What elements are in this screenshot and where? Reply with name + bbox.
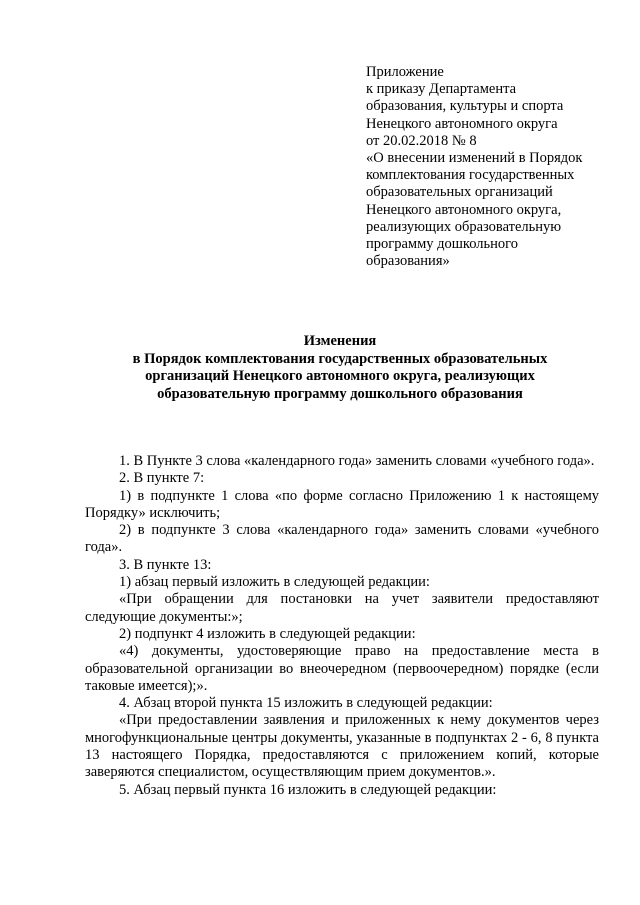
attachment-line: образования»	[366, 253, 450, 270]
paragraph: 1. В Пункте 3 слова «календарного года» заменить словами «учебного года».	[119, 453, 595, 469]
document-body	[85, 453, 599, 799]
attachment-header	[366, 64, 621, 270]
attachment-line: реализующих образовательную	[366, 218, 562, 235]
attachment-line: программу дошкольного	[366, 236, 518, 253]
paragraph: 4. Абзац второй пункта 15 изложить в следующей редакции:	[119, 695, 493, 712]
paragraph: 1) в подпункте 1 слова «по форме согласно Приложению 1 к настоящему Порядку» исключить;	[85, 487, 599, 521]
attachment-line: от 20.02.2018 № 8	[366, 132, 477, 149]
attachment-line: Ненецкого автономного округа	[366, 115, 558, 132]
paragraph: 3. В пункте 13:	[119, 556, 212, 573]
paragraph: «При предоставлении заявления и приложенных к нему документов через многофункциональные центры документы, указанные в подпунктах 2 - 6, 8 пункта 13 настоящего Порядка, предоставляются с приложением копий, которые заверяются специалистом, осуществляющим прием документов.».	[85, 712, 599, 781]
title-line: организаций Ненецкого автономного округа, реализующих	[145, 368, 535, 384]
attachment-line: Приложение	[366, 64, 444, 80]
paragraph: 5. Абзац первый пункта 16 изложить в следующей редакции:	[119, 781, 497, 798]
document-title	[40, 333, 640, 403]
title-line: образовательную программу дошкольного образования	[157, 385, 523, 402]
title-line: Изменения	[303, 333, 377, 349]
paragraph: «4) документы, удостоверяющие право на предоставление места в образовательной организации во внеочередном (первоочередном) порядке (если таковые имеется);».	[85, 643, 599, 694]
attachment-line: образования, культуры и спорта	[366, 98, 564, 115]
title-line: в Порядок комплектования государственных образовательных	[132, 350, 548, 367]
paragraph: 1) абзац первый изложить в следующей редакции:	[119, 574, 430, 591]
attachment-line: «О внесении изменений в Порядок	[366, 150, 583, 167]
attachment-line: образовательных организаций	[366, 184, 553, 201]
paragraph: 2. В пункте 7:	[119, 470, 205, 487]
attachment-line: Ненецкого автономного округа,	[366, 201, 562, 218]
paragraph: 2) подпункт 4 изложить в следующей редакции:	[119, 625, 416, 642]
paragraph: 2) в подпункте 3 слова «календарного года» заменить словами «учебного года».	[85, 522, 599, 556]
attachment-line: к приказу Департамента	[366, 81, 517, 98]
attachment-line: комплектования государственных	[366, 167, 575, 184]
paragraph: «При обращении для постановки на учет заявители предоставляют следующие документы:»;	[85, 591, 599, 625]
